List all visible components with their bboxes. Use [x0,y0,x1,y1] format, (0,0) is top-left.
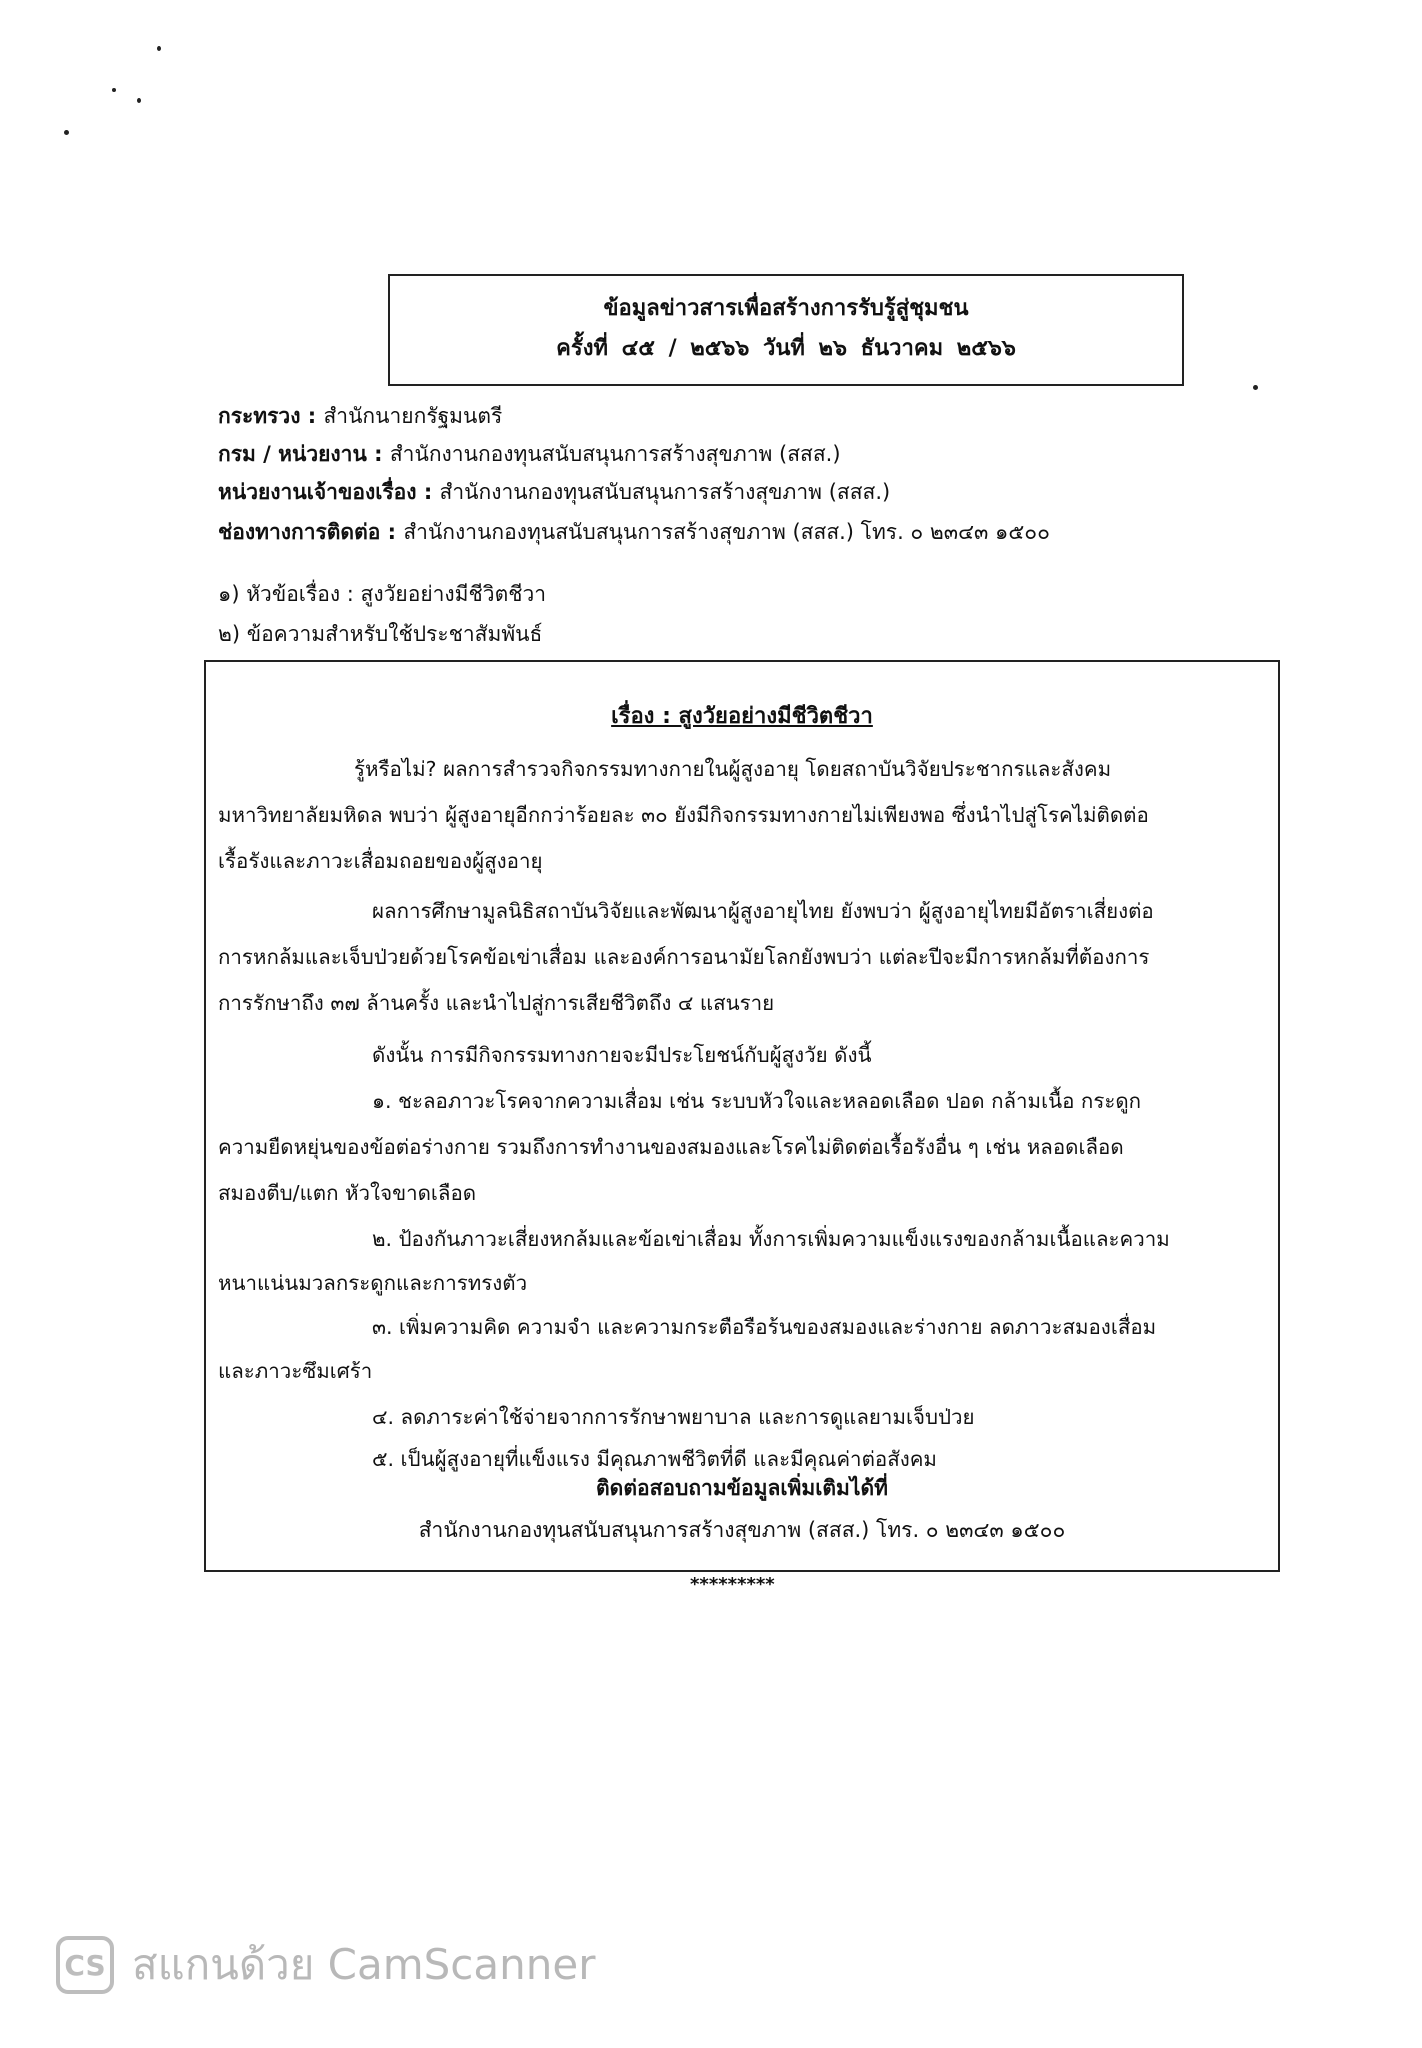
paragraph-line: มหาวิทยาลัยมหิดล พบว่า ผู้สูงอายุอีกกว่าร้อยละ ๓๐ ยังมีกิจกรรมทางกายไม่เพียงพอ ซึ่งนำไปสู่โรคไม่ติดต่อ [218,803,1149,827]
scan-speck [137,98,141,103]
camscanner-logo-text: CS [64,1948,106,1982]
meta-ministry-value: สำนักนายกรัฐมนตรี [323,404,503,428]
meta-department-value: สำนักงานกองทุนสนับสนุนการสร้างสุขภาพ (สสส.) [389,442,841,466]
meta-contact [218,516,1050,549]
list-item: ๕. เป็นผู้สูงอายุที่แข็งแรง มีคุณภาพชีวิตที่ดี และมีคุณค่าต่อสังคม [372,1447,937,1471]
paragraph-line: ดังนั้น การมีกิจกรรมทางกายจะมีประโยชน์กับผู้สูงวัย ดังนี้ [372,1043,872,1067]
scan-speck [64,130,69,135]
meta-department-label: กรม / หน่วยงาน : [218,442,383,466]
content-box [204,660,1280,1572]
list-item: ๓. เพิ่มความคิด ความจำ และความกระตือรือร้นของสมองและร่างกาย ลดภาวะสมองเสื่อม [372,1315,1157,1339]
scan-speck [157,46,161,51]
meta-ministry [218,400,502,433]
meta-ministry-label: กระทรวง : [218,404,317,428]
contact-line: สำนักงานกองทุนสนับสนุนการสร้างสุขภาพ (สสส.) โทร. ๐ ๒๓๔๓ ๑๕๐๐ [418,1518,1066,1542]
list-item: ๒. ป้องกันภาวะเสี่ยงหกล้มและข้อเข่าเสื่อม ทั้งการเพิ่มความแข็งแรงของกล้ามเนื้อและความ [372,1227,1170,1251]
header-box [388,274,1184,386]
meta-department [218,438,841,471]
camscanner-logo-icon [56,1936,114,1994]
header-title: ข้อมูลข่าวสารเพื่อสร้างการรับรู้สู่ชุมชน [603,296,969,321]
section-pr-message: ๒) ข้อความสำหรับใช้ประชาสัมพันธ์ [218,622,543,646]
header-issue-line: ครั้งที่ ๔๕ / ๒๕๖๖ วันที่ ๒๖ ธันวาคม ๒๕๖๖ [556,336,1016,361]
scan-speck [1253,385,1258,390]
paragraph-line: ผลการศึกษามูลนิธิสถาบันวิจัยและพัฒนาผู้สูงอายุไทย ยังพบว่า ผู้สูงอายุไทยมีอัตราเสี่ยงต่อ [372,899,1154,923]
list-item: หนาแน่นมวลกระดูกและการทรงตัว [218,1271,528,1295]
section-topic: ๑) หัวข้อเรื่อง : สูงวัยอย่างมีชีวิตชีวา [218,582,547,606]
paragraph-line: การหกล้มและเจ็บป่วยด้วยโรคข้อเข่าเสื่อม และองค์การอนามัยโลกยังพบว่า แต่ละปีจะมีการหกล้มที่ต้องการ [218,945,1150,969]
scan-speck [112,88,116,92]
camscanner-watermark-text: สแกนด้วย CamScanner [132,1940,596,1989]
paragraph-line: เรื้อรังและภาวะเสื่อมถอยของผู้สูงอายุ [218,849,543,873]
meta-owner-value: สำนักงานกองทุนสนับสนุนการสร้างสุขภาพ (สสส.) [439,480,891,504]
contact-title: ติดต่อสอบถามข้อมูลเพิ่มเติมได้ที่ [596,1476,888,1500]
story-title: เรื่อง : สูงวัยอย่างมีชีวิตชีวา [611,704,873,729]
paragraph-line: รู้หรือไม่? ผลการสำรวจกิจกรรมทางกายในผู้สูงอายุ โดยสถาบันวิจัยประชากรและสังคม [354,757,1112,781]
camscanner-watermark [56,1934,595,1996]
list-item: ๑. ชะลอภาวะโรคจากความเสื่อม เช่น ระบบหัวใจและหลอดเลือด ปอด กล้ามเนื้อ กระดูก [372,1089,1142,1113]
list-item: ความยืดหยุ่นของข้อต่อร่างกาย รวมถึงการทำงานของสมองและโรคไม่ติดต่อเรื้อรังอื่น ๆ เช่น หลอดเลือด [218,1135,1124,1159]
list-item: และภาวะซึมเศร้า [218,1359,373,1383]
meta-contact-value: สำนักงานกองทุนสนับสนุนการสร้างสุขภาพ (สสส.) โทร. ๐ ๒๓๔๓ ๑๕๐๐ [403,520,1050,544]
meta-contact-label: ช่องทางการติดต่อ : [218,520,397,544]
meta-owner [218,476,890,509]
list-item: ๔. ลดภาระค่าใช้จ่ายจากการรักษาพยาบาล และการดูแลยามเจ็บป่วย [372,1405,975,1429]
end-stars: ********* [690,1574,775,1595]
list-item: สมองตีบ/แตก หัวใจขาดเลือด [218,1181,477,1205]
paragraph-line: การรักษาถึง ๓๗ ล้านครั้ง และนำไปสู่การเสียชีวิตถึง ๔ แสนราย [218,991,775,1015]
meta-owner-label: หน่วยงานเจ้าของเรื่อง : [218,480,433,504]
